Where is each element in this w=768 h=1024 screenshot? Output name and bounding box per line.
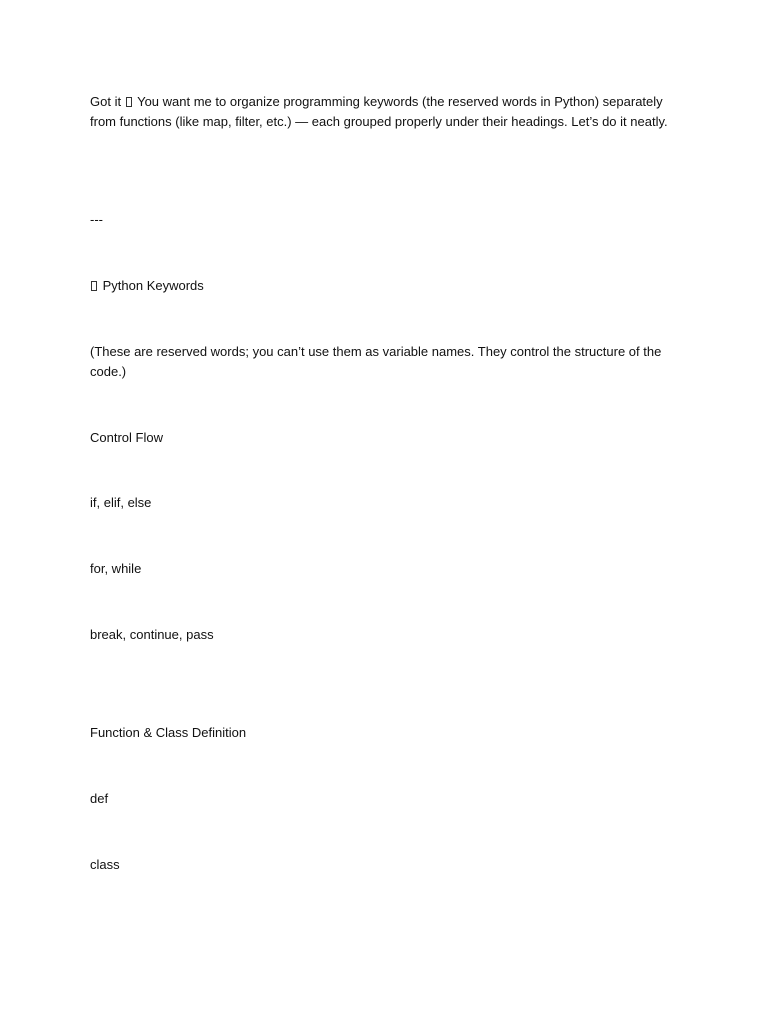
- intro-lead: Got it: [90, 94, 122, 109]
- list-item: class: [90, 857, 120, 872]
- function-class-heading: Function & Class Definition: [90, 725, 247, 740]
- separator: ---: [90, 212, 103, 227]
- list-item: def: [90, 791, 109, 806]
- missing-glyph-icon: [91, 281, 97, 291]
- intro-rest: You want me to organize programming keywords (the reserved words in Python) separately from functions (like map, filter, etc.) — each grouped properly under their headings. Let’s do it neatly.: [90, 94, 668, 129]
- intro-paragraph: [90, 92, 670, 132]
- section-heading: [90, 276, 670, 296]
- control-flow-heading: Control Flow: [90, 430, 163, 445]
- section-heading-text: Python Keywords: [102, 278, 204, 293]
- section-note: (These are reserved words; you can’t use them as variable names. They control the structure of the code.): [90, 344, 662, 379]
- list-item: if, elif, else: [90, 495, 152, 510]
- missing-glyph-icon: [126, 97, 132, 107]
- list-item: break, continue, pass: [90, 627, 214, 642]
- list-item: for, while: [90, 561, 142, 576]
